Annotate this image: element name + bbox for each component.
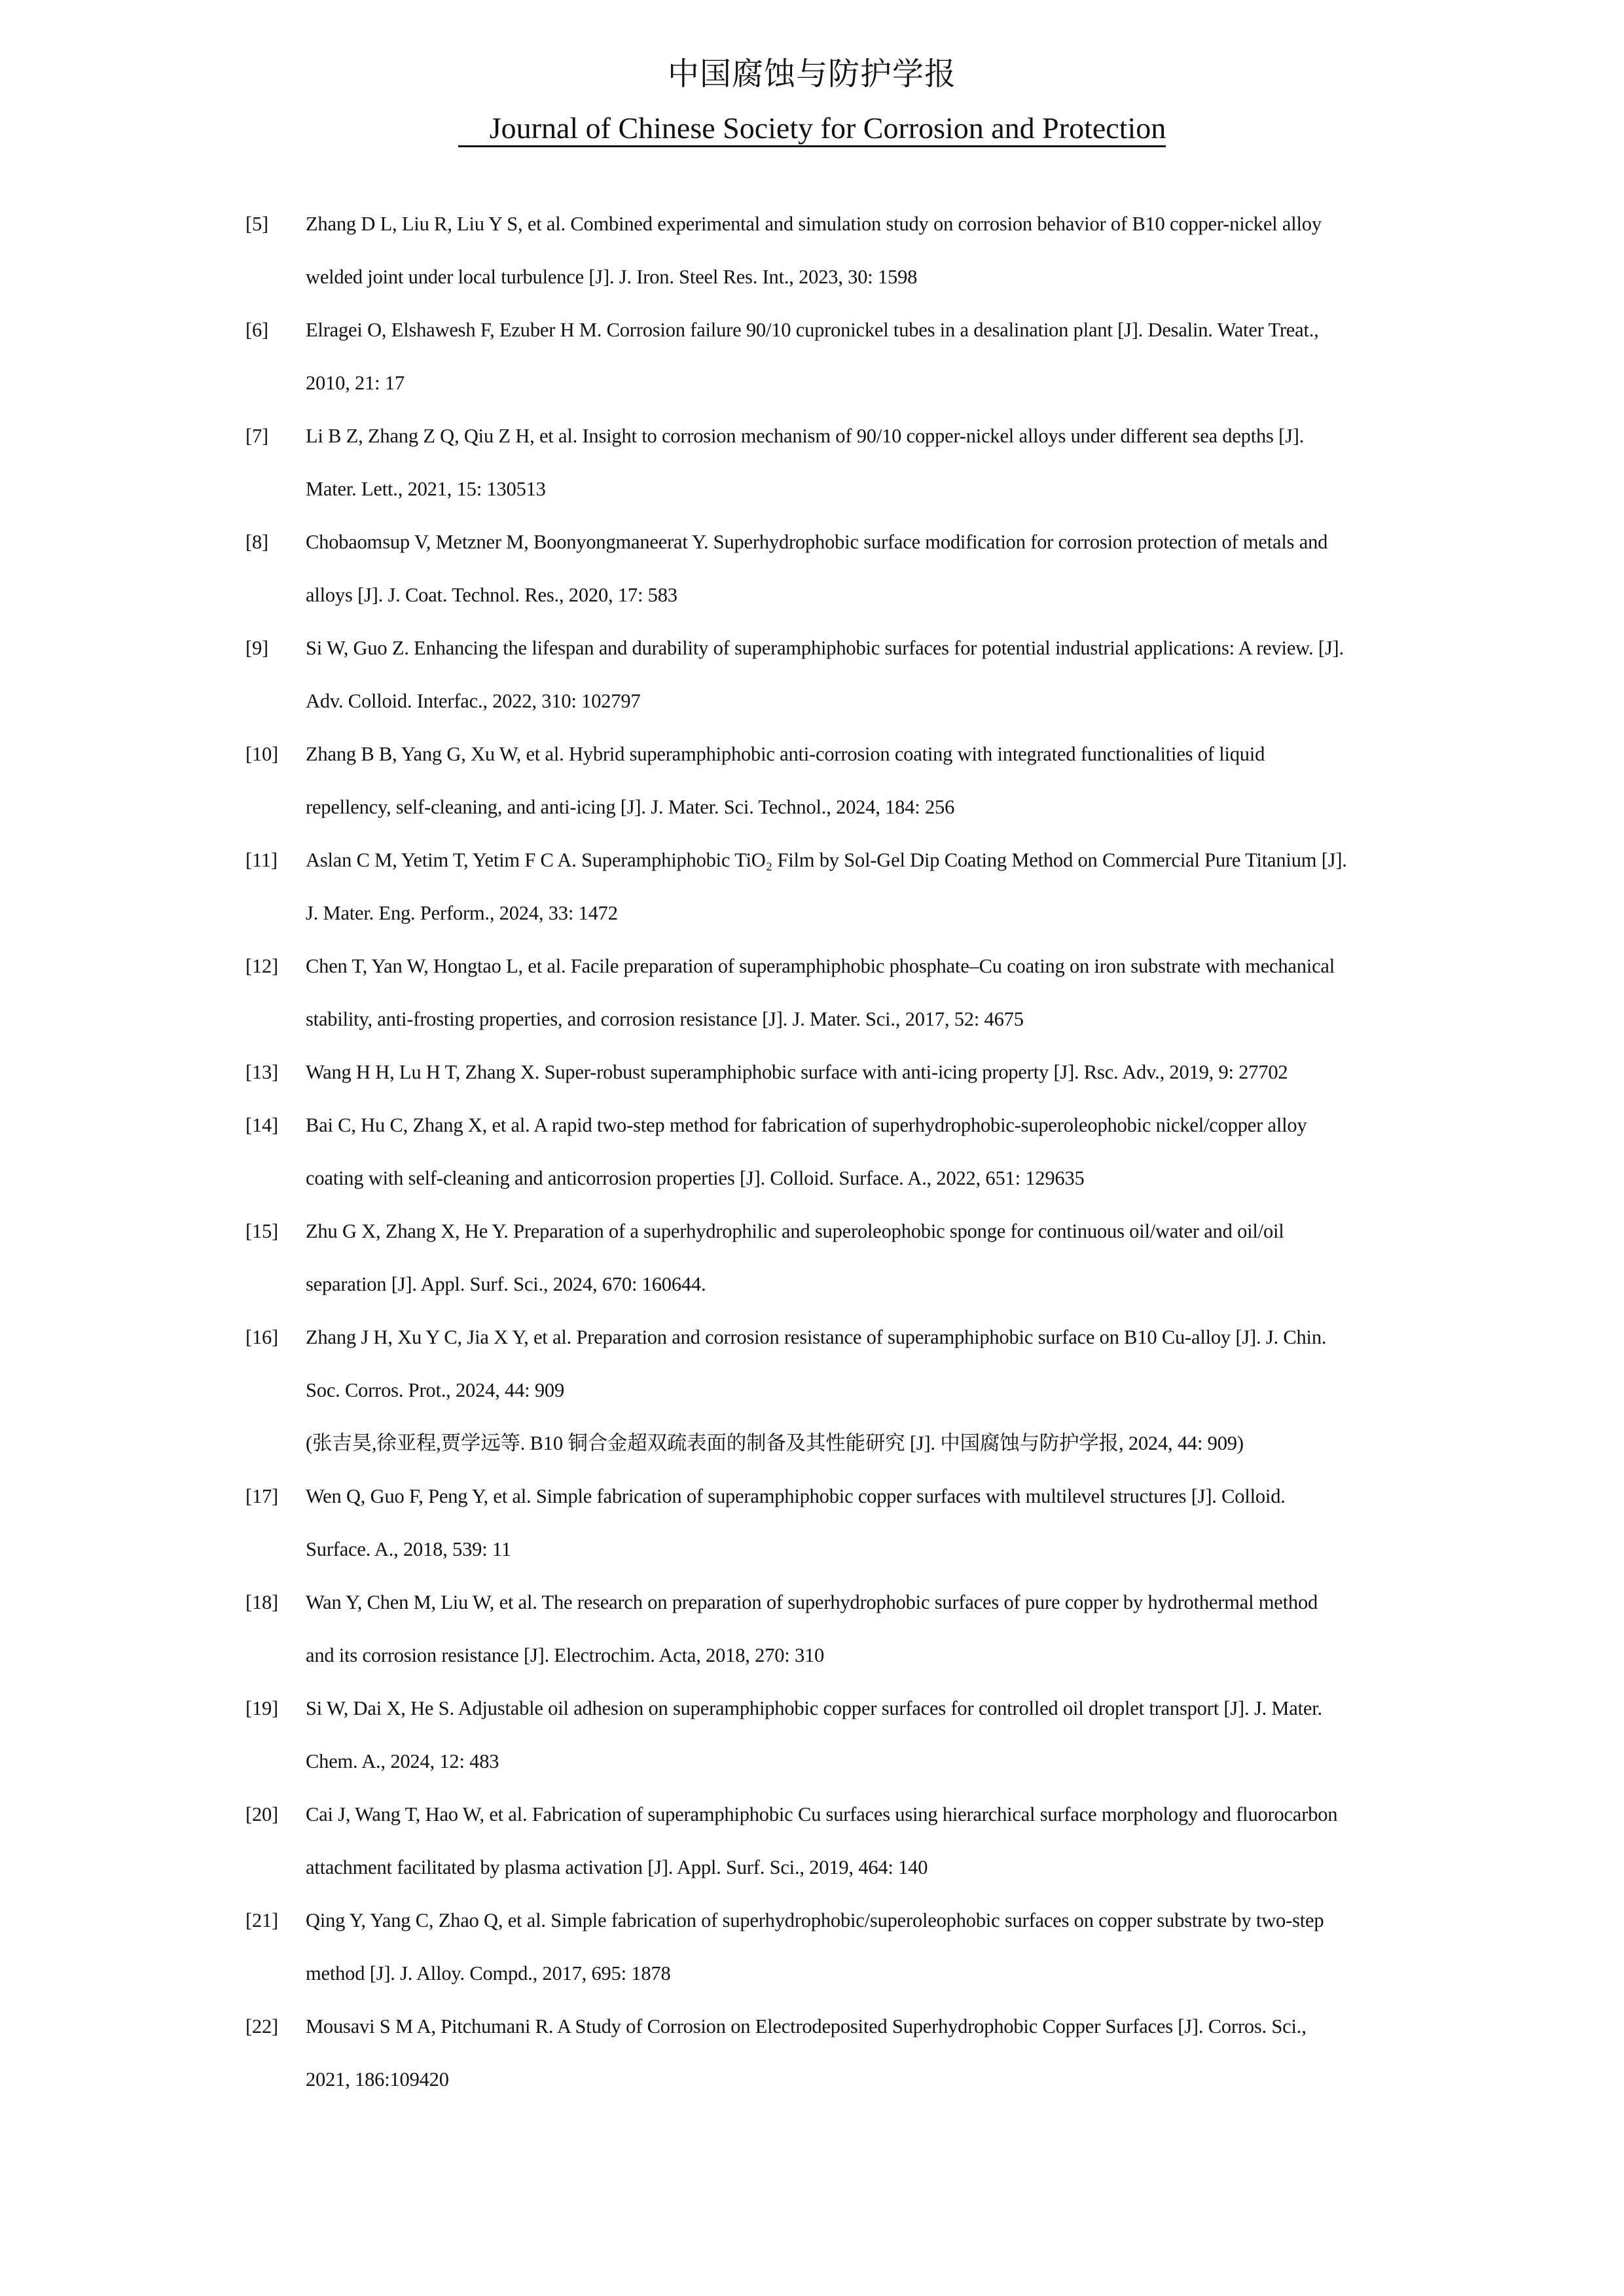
reference-text-line: 2021, 186:109420	[306, 2068, 449, 2090]
reference-text-line: Bai C, Hu C, Zhang X, et al. A rapid two-step method for fabrication of superhydrophobic-superoleophobic nickel/copper alloy	[306, 1114, 1307, 1136]
journal-title-english: Journal of Chinese Society for Corrosion and Protection	[458, 111, 1166, 147]
reference-text-line: Cai J, Wang T, Hao W, et al. Fabrication of superamphiphobic Cu surfaces using hierarchical surface morphology and fluorocarbon	[306, 1803, 1338, 1825]
reference-text-line: Soc. Corros. Prot., 2024, 44: 909	[306, 1379, 564, 1401]
reference-number: [9]	[245, 637, 268, 659]
reference-number: [16]	[245, 1326, 279, 1348]
reference-text-line: Elragei O, Elshawesh F, Ezuber H M. Corrosion failure 90/10 cupronickel tubes in a desalination plant [J]. Desalin. Water Treat.,	[306, 319, 1319, 341]
reference-text-line: Zhang J H, Xu Y C, Jia X Y, et al. Preparation and corrosion resistance of superamphiphobic surface on B10 Cu-alloy [J]. J. Chin.	[306, 1326, 1327, 1348]
reference-text-line: alloys [J]. J. Coat. Technol. Res., 2020, 17: 583	[306, 584, 677, 606]
reference-text-line: coating with self-cleaning and anticorrosion properties [J]. Colloid. Surface. A., 2022, 651: 129635	[306, 1167, 1085, 1189]
reference-number: [5]	[245, 213, 268, 235]
reference-number: [8]	[245, 531, 268, 553]
reference-text-line: stability, anti-frosting properties, and corrosion resistance [J]. J. Mater. Sci., 2017, 52: 4675	[306, 1008, 1024, 1030]
reference-text-line: Zhang B B, Yang G, Xu W, et al. Hybrid superamphiphobic anti-corrosion coating with integrated functionalities of liquid	[306, 743, 1265, 765]
reference-text-line: Wang H H, Lu H T, Zhang X. Super-robust superamphiphobic surface with anti-icing property [J]. Rsc. Adv., 2019, 9: 27702	[306, 1061, 1288, 1083]
reference-number: [11]	[245, 849, 278, 871]
reference-number: [14]	[245, 1114, 279, 1136]
reference-text-line: attachment facilitated by plasma activation [J]. Appl. Surf. Sci., 2019, 464: 140	[306, 1856, 928, 1878]
reference-text-line: separation [J]. Appl. Surf. Sci., 2024, 670: 160644.	[306, 1273, 706, 1295]
reference-text-line: method [J]. J. Alloy. Compd., 2017, 695: 1878	[306, 1962, 671, 1984]
reference-text-line: Aslan C M, Yetim T, Yetim F C A. Superamphiphobic TiO₂ Film by Sol-Gel Dip Coating Method on Commercial Pure Titanium [J].	[306, 849, 1347, 871]
reference-text-line: and its corrosion resistance [J]. Electrochim. Acta, 2018, 270: 310	[306, 1644, 825, 1666]
reference-number: [10]	[245, 743, 279, 765]
reference-number: [17]	[245, 1485, 279, 1507]
reference-number: [19]	[245, 1697, 279, 1719]
reference-text-line: repellency, self-cleaning, and anti-icing [J]. J. Mater. Sci. Technol., 2024, 184: 256	[306, 796, 955, 818]
reference-text-line: Surface. A., 2018, 539: 11	[306, 1538, 511, 1560]
journal-title-english-wrapper	[0, 107, 1624, 149]
reference-text-line: Si W, Dai X, He S. Adjustable oil adhesion on superamphiphobic copper surfaces for controlled oil droplet transport [J]. J. Mater.	[306, 1697, 1322, 1719]
reference-number: [22]	[245, 2015, 279, 2037]
reference-text-line: Wen Q, Guo F, Peng Y, et al. Simple fabrication of superamphiphobic copper surfaces with multilevel structures [J]. Colloid.	[306, 1485, 1286, 1507]
reference-text-line: Si W, Guo Z. Enhancing the lifespan and durability of superamphiphobic surfaces for potential industrial applications: A review. [J].	[306, 637, 1344, 659]
reference-text-line: Wan Y, Chen M, Liu W, et al. The research on preparation of superhydrophobic surfaces of pure copper by hydrothermal method	[306, 1591, 1318, 1613]
journal-title-chinese: 中国腐蚀与防护学报	[667, 57, 956, 92]
reference-number: [6]	[245, 319, 268, 341]
reference-text-line: Adv. Colloid. Interfac., 2022, 310: 102797	[306, 690, 641, 712]
reference-text-line: welded joint under local turbulence [J]. J. Iron. Steel Res. Int., 2023, 30: 1598	[306, 266, 918, 288]
reference-number: [20]	[245, 1803, 279, 1825]
reference-text-line: Chen T, Yan W, Hongtao L, et al. Facile preparation of superamphiphobic phosphate–Cu coating on iron substrate with mechanical	[306, 955, 1335, 977]
reference-number: [21]	[245, 1909, 279, 1931]
reference-text-line: Mousavi S M A, Pitchumani R. A Study of Corrosion on Electrodeposited Superhydrophobic Copper Surfaces [J]. Corros. Sci.,	[306, 2015, 1307, 2037]
reference-text-line: Mater. Lett., 2021, 15: 130513	[306, 478, 546, 500]
reference-number: [18]	[245, 1591, 279, 1613]
reference-number: [7]	[245, 425, 268, 447]
reference-text-line: Chem. A., 2024, 12: 483	[306, 1750, 499, 1772]
reference-text-line: (张吉昊,徐亚程,贾学远等. B10 铜合金超双疏表面的制备及其性能研究 [J]. 中国腐蚀与防护学报, 2024, 44: 909)	[306, 1432, 1244, 1454]
reference-text-line: Chobaomsup V, Metzner M, Boonyongmaneerat Y. Superhydrophobic surface modification for corrosion protection of metals and	[306, 531, 1328, 553]
reference-number: [13]	[245, 1061, 279, 1083]
reference-number: [12]	[245, 955, 279, 977]
reference-text-line: 2010, 21: 17	[306, 372, 405, 394]
reference-text-line: Li B Z, Zhang Z Q, Qiu Z H, et al. Insight to corrosion mechanism of 90/10 copper-nickel alloys under different sea depths [J].	[306, 425, 1305, 447]
reference-text-line: Qing Y, Yang C, Zhao Q, et al. Simple fabrication of superhydrophobic/superoleophobic surfaces on copper substrate by two-step	[306, 1909, 1324, 1931]
reference-text-line: Zhang D L, Liu R, Liu Y S, et al. Combined experimental and simulation study on corrosion behavior of B10 copper-nickel alloy	[306, 213, 1322, 235]
reference-text-line: Zhu G X, Zhang X, He Y. Preparation of a superhydrophilic and superoleophobic sponge for continuous oil/water and oil/oil	[306, 1220, 1284, 1242]
reference-number: [15]	[245, 1220, 279, 1242]
reference-text-line: J. Mater. Eng. Perform., 2024, 33: 1472	[306, 902, 618, 924]
